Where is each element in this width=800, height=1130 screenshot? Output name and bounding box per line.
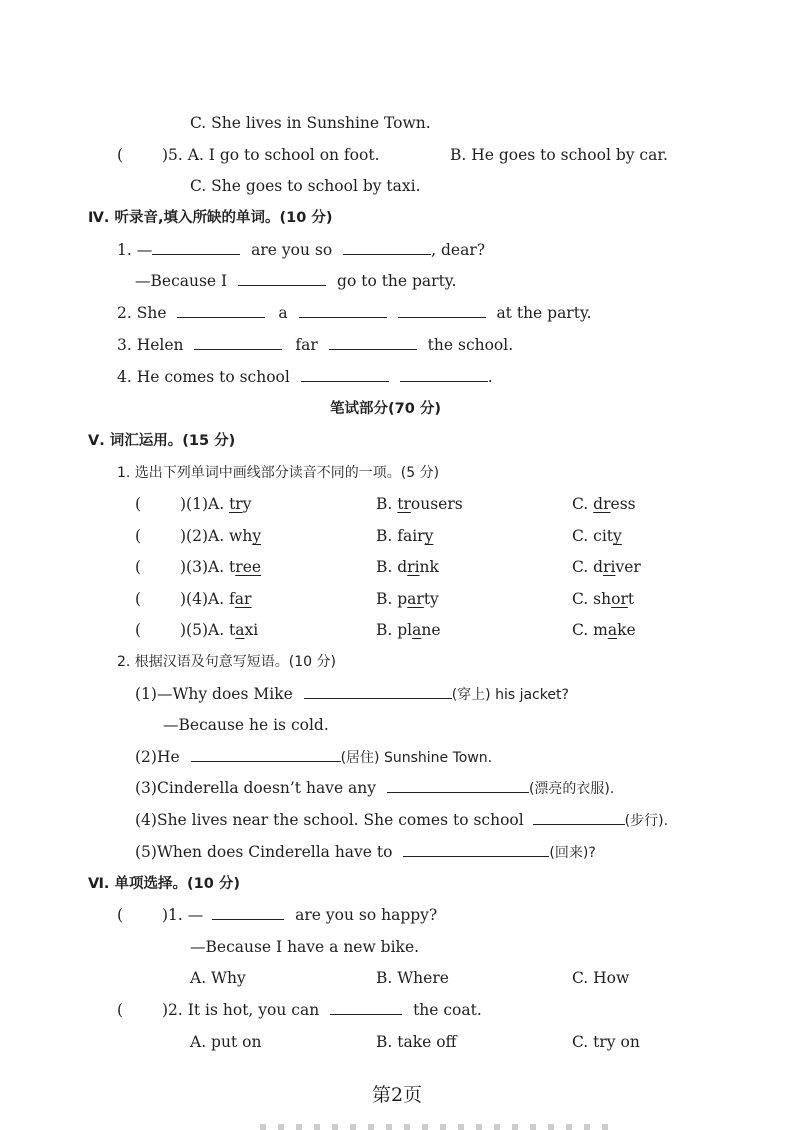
part-1-title: 1. 选出下列单词中画线部分读音不同的一项。(5 分) <box>117 465 440 481</box>
q5-option-a: )5. A. I go to school on foot. <box>162 146 380 164</box>
blank <box>152 240 240 255</box>
phrase-q5 <box>135 842 596 863</box>
phrase-q2 <box>135 747 492 768</box>
page-number: 第2页 <box>372 1084 423 1106</box>
phrase-q4 <box>135 810 668 831</box>
blank <box>238 271 326 286</box>
option-a: )(2)A. why <box>180 527 262 545</box>
q5-option-c: C. She goes to school by taxi. <box>190 177 421 195</box>
option-c: C. city <box>572 527 622 545</box>
text: )1. — <box>162 906 204 924</box>
text: . <box>487 368 493 386</box>
answer-paren: ( <box>135 590 142 608</box>
text: (5)When does Cinderella have to <box>135 843 393 861</box>
text: (3)Cinderella doesn’t have any <box>135 779 377 797</box>
choice-q2 <box>162 1000 482 1020</box>
sec4-line-2 <box>117 303 592 323</box>
part-2-title: 2. 根据汉语及句意写短语。(10 分) <box>117 654 336 670</box>
option-a: )(1)A. try <box>180 495 252 513</box>
sec4-line-1b <box>135 271 456 291</box>
text: (步行). <box>624 813 669 829</box>
q5-option-b: B. He goes to school by car. <box>450 146 668 164</box>
text: 3. Helen <box>117 336 184 354</box>
option-b: B. plane <box>376 621 441 639</box>
choice-q1-answer: —Because I have a new bike. <box>190 938 420 956</box>
blank <box>330 1000 402 1015</box>
choice-q2-b: B. take off <box>376 1033 457 1051</box>
text: a <box>278 304 288 322</box>
blank <box>387 778 529 793</box>
option-c: C. make <box>572 621 636 639</box>
answer-paren: ( <box>117 1001 124 1019</box>
text: (4)She lives near the school. She comes to school <box>135 811 524 829</box>
section-5-title: Ⅴ. 词汇运用。(15 分) <box>88 433 236 449</box>
answer-paren: ( <box>135 495 142 513</box>
answer-paren: ( <box>117 906 124 924</box>
blank <box>533 810 625 825</box>
text: the school. <box>427 336 514 354</box>
blank <box>194 335 282 350</box>
written-part-title: 笔试部分(70 分) <box>330 401 441 417</box>
choice-q1-a: A. Why <box>190 969 246 987</box>
section-6-title: Ⅵ. 单项选择。(10 分) <box>88 876 240 892</box>
text: far <box>295 336 318 354</box>
option-a: )(5)A. taxi <box>180 621 259 639</box>
option-a: )(3)A. tree <box>180 558 262 576</box>
text: (1)—Why does Mike <box>135 685 293 703</box>
section-4-title: Ⅳ. 听录音,填入所缺的单词。(10 分) <box>88 210 333 226</box>
text: are you so <box>251 241 333 259</box>
choice-q1-b: B. Where <box>376 969 449 987</box>
choice-q1-c: C. How <box>572 969 630 987</box>
option-c: C. dress <box>572 495 636 513</box>
blank <box>301 367 389 382</box>
text: )2. It is hot, you can <box>162 1001 320 1019</box>
text: (穿上) his jacket? <box>451 687 569 703</box>
text: are you so happy? <box>295 906 438 924</box>
blank <box>191 747 341 762</box>
blank <box>400 367 488 382</box>
text: 2. She <box>117 304 167 322</box>
answer-paren: ( <box>135 527 142 545</box>
sec4-line-3 <box>117 335 513 355</box>
text: —Because I <box>135 272 228 290</box>
text: at the party. <box>496 304 592 322</box>
blank <box>398 303 486 318</box>
blank <box>343 240 431 255</box>
option-c: C. driver <box>572 558 641 576</box>
blank <box>304 684 452 699</box>
blank <box>299 303 387 318</box>
answer-paren: ( <box>135 621 142 639</box>
blank <box>403 842 549 857</box>
text: , dear? <box>431 241 486 259</box>
option-b: B. fairy <box>376 527 434 545</box>
sec4-line-1 <box>117 240 485 260</box>
text: 1. — <box>117 241 153 259</box>
sec4-line-4 <box>117 367 493 387</box>
phrase-q1 <box>135 684 569 705</box>
text: the coat. <box>413 1001 482 1019</box>
choice-q2-a: A. put on <box>190 1033 262 1051</box>
option-a: )(4)A. far <box>180 590 252 608</box>
text: (漂亮的衣服). <box>528 781 615 797</box>
text: go to the party. <box>337 272 457 290</box>
choice-q2-c: C. try on <box>572 1033 640 1051</box>
choice-q1 <box>162 905 437 925</box>
scan-artifact <box>260 1124 620 1130</box>
phrase-q1-answer: —Because he is cold. <box>163 716 329 734</box>
blank <box>177 303 265 318</box>
answer-paren: ( <box>117 146 124 164</box>
option-b: B. drink <box>376 558 439 576</box>
option-c: C. short <box>572 590 635 608</box>
text: (2)He <box>135 748 180 766</box>
blank <box>329 335 417 350</box>
text: 4. He comes to school <box>117 368 290 386</box>
answer-paren: ( <box>135 558 142 576</box>
text: (居住) Sunshine Town. <box>340 750 493 766</box>
phrase-q3 <box>135 778 614 799</box>
option-b: B. party <box>376 590 439 608</box>
blank <box>212 905 284 920</box>
option-b: B. trousers <box>376 495 463 513</box>
text: (回来)? <box>549 845 596 861</box>
q4-option-c: C. She lives in Sunshine Town. <box>190 114 431 132</box>
